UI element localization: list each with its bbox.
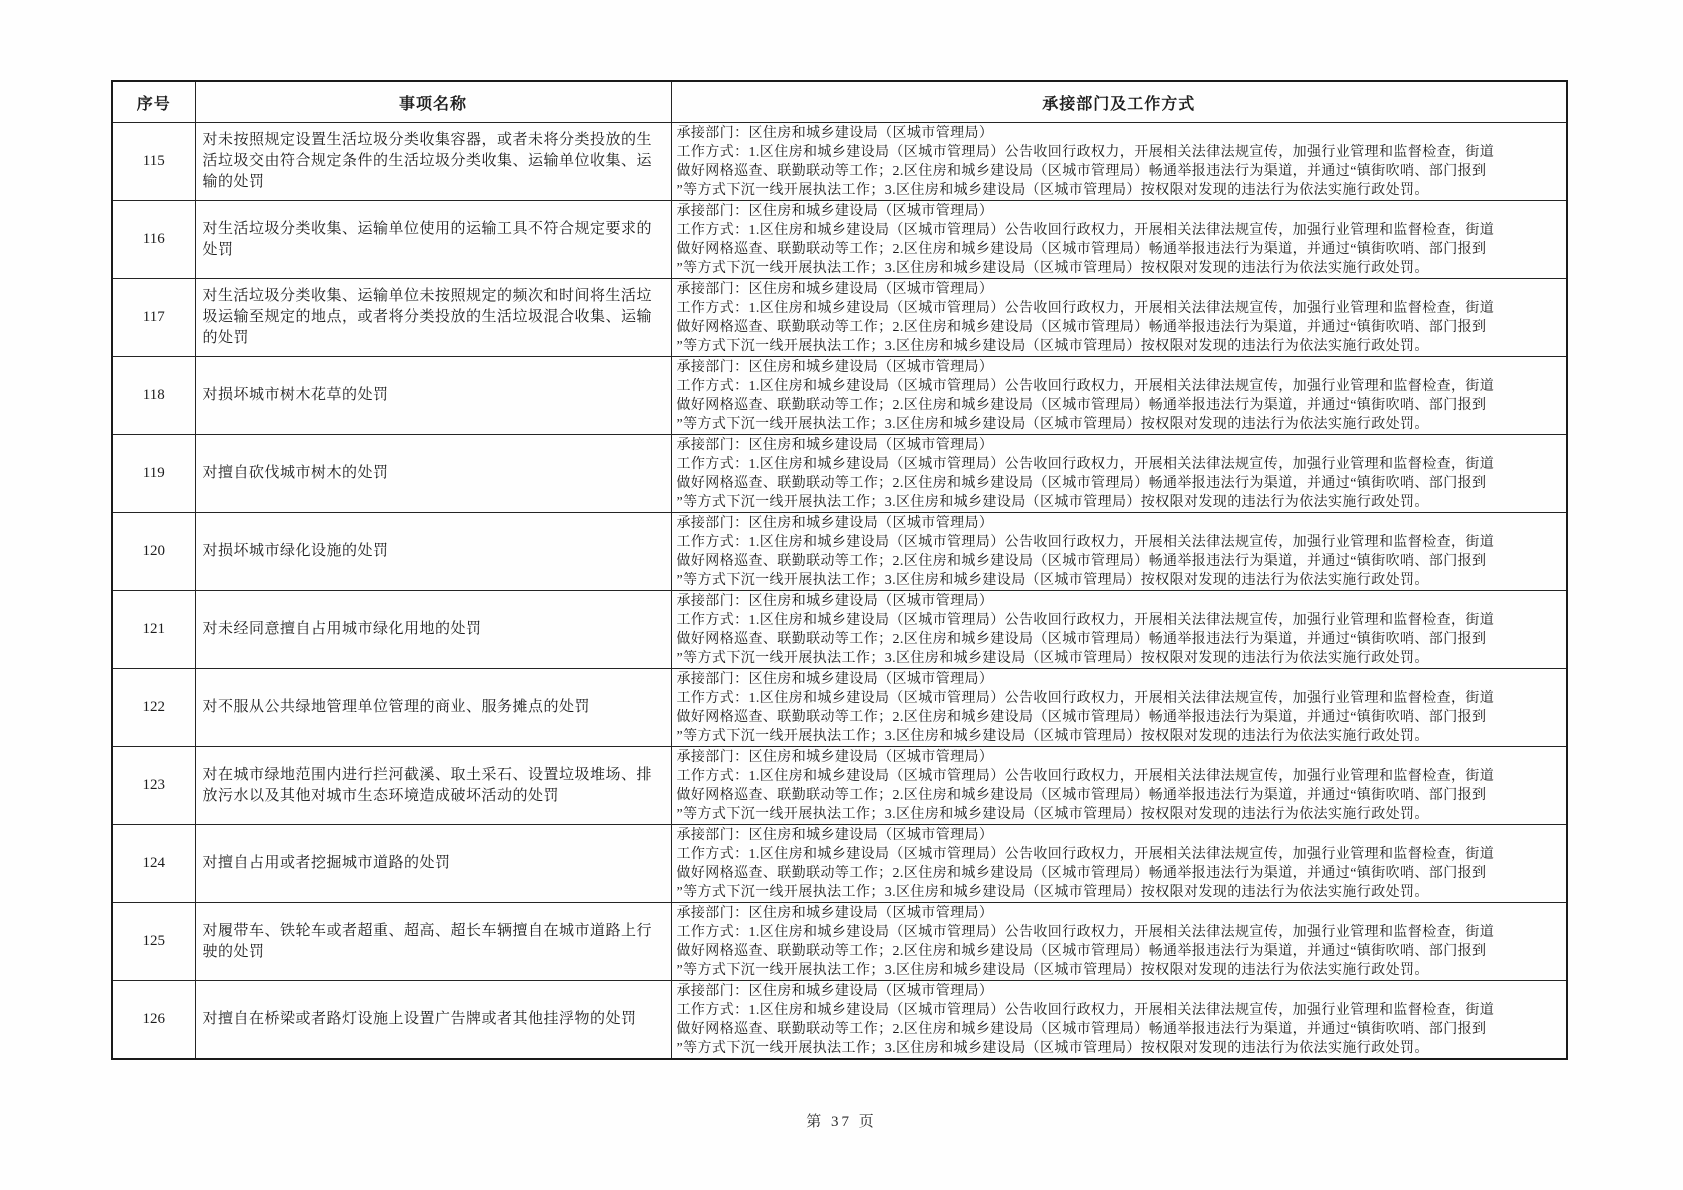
row-number-cell: 124 bbox=[112, 825, 195, 903]
row-item-name-cell: 对损坏城市树木花草的处罚 bbox=[195, 357, 671, 435]
work-method-line: 工作方式：1.区住房和城乡建设局（区城市管理局）公告收回行政权力，开展相关法律法规宣传，加强行业管理和监督检查，街道 bbox=[676, 691, 1495, 706]
work-method-line: 承接部门：区住房和城乡建设局（区城市管理局） bbox=[676, 360, 994, 375]
work-method-line: ”等方式下沉一线开展执法工作；3.区住房和城乡建设局（区城市管理局）按权限对发现的违法行为依法实施行政处罚。 bbox=[676, 495, 1429, 510]
work-method-line: 承接部门：区住房和城乡建设局（区城市管理局） bbox=[676, 672, 994, 687]
row-item-name-cell: 对擅自占用或者挖掘城市道路的处罚 bbox=[195, 825, 671, 903]
work-method-line: ”等方式下沉一线开展执法工作；3.区住房和城乡建设局（区城市管理局）按权限对发现的违法行为依法实施行政处罚。 bbox=[676, 417, 1429, 432]
row-item-name-cell: 对未经同意擅自占用城市绿化用地的处罚 bbox=[195, 591, 671, 669]
work-method-line: 承接部门：区住房和城乡建设局（区城市管理局） bbox=[676, 282, 994, 297]
work-method-line: 做好网格巡查、联勤联动等工作；2.区住房和城乡建设局（区城市管理局）畅通举报违法行为渠道，并通过“镇街吹哨、部门报到 bbox=[676, 1022, 1487, 1037]
row-item-name-cell: 对生活垃圾分类收集、运输单位未按照规定的频次和时间将生活垃圾运输至规定的地点，或者将分类投放的生活垃圾混合收集、运输的处罚 bbox=[195, 279, 671, 357]
table-row bbox=[112, 201, 1567, 279]
table-row bbox=[112, 669, 1567, 747]
work-method-line: 工作方式：1.区住房和城乡建设局（区城市管理局）公告收回行政权力，开展相关法律法规宣传，加强行业管理和监督检查，街道 bbox=[676, 847, 1495, 862]
table-row bbox=[112, 903, 1567, 981]
row-number-cell: 118 bbox=[112, 357, 195, 435]
row-method-cell bbox=[671, 981, 1567, 1060]
row-number-cell: 126 bbox=[112, 981, 195, 1060]
work-method-line: 承接部门：区住房和城乡建设局（区城市管理局） bbox=[676, 516, 994, 531]
row-number-cell: 121 bbox=[112, 591, 195, 669]
work-method-line: 承接部门：区住房和城乡建设局（区城市管理局） bbox=[676, 204, 994, 219]
table-body bbox=[112, 123, 1567, 1060]
work-method-line: 做好网格巡查、联勤联动等工作；2.区住房和城乡建设局（区城市管理局）畅通举报违法行为渠道，并通过“镇街吹哨、部门报到 bbox=[676, 398, 1487, 413]
work-method-line: ”等方式下沉一线开展执法工作；3.区住房和城乡建设局（区城市管理局）按权限对发现的违法行为依法实施行政处罚。 bbox=[676, 729, 1429, 744]
row-item-name-cell: 对擅自砍伐城市树木的处罚 bbox=[195, 435, 671, 513]
work-method-line: 工作方式：1.区住房和城乡建设局（区城市管理局）公告收回行政权力，开展相关法律法规宣传，加强行业管理和监督检查，街道 bbox=[676, 613, 1495, 628]
table-header bbox=[112, 81, 1567, 123]
work-method-line: 做好网格巡查、联勤联动等工作；2.区住房和城乡建设局（区城市管理局）畅通举报违法行为渠道，并通过“镇街吹哨、部门报到 bbox=[676, 164, 1487, 179]
table-row bbox=[112, 825, 1567, 903]
row-number-cell: 117 bbox=[112, 279, 195, 357]
row-item-name-cell: 对在城市绿地范围内进行拦河截溪、取土采石、设置垃圾堆场、排放污水以及其他对城市生态环境造成破坏活动的处罚 bbox=[195, 747, 671, 825]
work-method-line: 工作方式：1.区住房和城乡建设局（区城市管理局）公告收回行政权力，开展相关法律法规宣传，加强行业管理和监督检查，街道 bbox=[676, 1003, 1495, 1018]
work-method-line: ”等方式下沉一线开展执法工作；3.区住房和城乡建设局（区城市管理局）按权限对发现的违法行为依法实施行政处罚。 bbox=[676, 183, 1429, 198]
work-method-line: 做好网格巡查、联勤联动等工作；2.区住房和城乡建设局（区城市管理局）畅通举报违法行为渠道，并通过“镇街吹哨、部门报到 bbox=[676, 944, 1487, 959]
row-number-cell: 115 bbox=[112, 123, 195, 201]
row-number-cell: 116 bbox=[112, 201, 195, 279]
row-method-cell bbox=[671, 279, 1567, 357]
table-row bbox=[112, 747, 1567, 825]
table-row bbox=[112, 279, 1567, 357]
row-item-name-cell: 对损坏城市绿化设施的处罚 bbox=[195, 513, 671, 591]
work-method-line: 做好网格巡查、联勤联动等工作；2.区住房和城乡建设局（区城市管理局）畅通举报违法行为渠道，并通过“镇街吹哨、部门报到 bbox=[676, 476, 1487, 491]
work-method-line: 承接部门：区住房和城乡建设局（区城市管理局） bbox=[676, 750, 994, 765]
work-method-line: 工作方式：1.区住房和城乡建设局（区城市管理局）公告收回行政权力，开展相关法律法规宣传，加强行业管理和监督检查，街道 bbox=[676, 379, 1495, 394]
work-method-line: ”等方式下沉一线开展执法工作；3.区住房和城乡建设局（区城市管理局）按权限对发现的违法行为依法实施行政处罚。 bbox=[676, 1041, 1429, 1056]
work-method-line: 承接部门：区住房和城乡建设局（区城市管理局） bbox=[676, 438, 994, 453]
row-method-cell bbox=[671, 903, 1567, 981]
work-method-line: ”等方式下沉一线开展执法工作；3.区住房和城乡建设局（区城市管理局）按权限对发现的违法行为依法实施行政处罚。 bbox=[676, 339, 1429, 354]
row-method-cell bbox=[671, 669, 1567, 747]
work-method-line: 承接部门：区住房和城乡建设局（区城市管理局） bbox=[676, 906, 994, 921]
row-method-cell bbox=[671, 591, 1567, 669]
work-method-line: 工作方式：1.区住房和城乡建设局（区城市管理局）公告收回行政权力，开展相关法律法规宣传，加强行业管理和监督检查，街道 bbox=[676, 925, 1495, 940]
row-method-cell bbox=[671, 357, 1567, 435]
row-method-cell bbox=[671, 513, 1567, 591]
work-method-line: ”等方式下沉一线开展执法工作；3.区住房和城乡建设局（区城市管理局）按权限对发现的违法行为依法实施行政处罚。 bbox=[676, 885, 1429, 900]
work-method-line: ”等方式下沉一线开展执法工作；3.区住房和城乡建设局（区城市管理局）按权限对发现的违法行为依法实施行政处罚。 bbox=[676, 807, 1429, 822]
work-method-line: 工作方式：1.区住房和城乡建设局（区城市管理局）公告收回行政权力，开展相关法律法规宣传，加强行业管理和监督检查，街道 bbox=[676, 301, 1495, 316]
row-item-name-cell: 对履带车、铁轮车或者超重、超高、超长车辆擅自在城市道路上行驶的处罚 bbox=[195, 903, 671, 981]
table-row bbox=[112, 591, 1567, 669]
header-department-method: 承接部门及工作方式 bbox=[671, 81, 1567, 123]
page-number: 第 37 页 bbox=[806, 1114, 877, 1130]
row-method-cell bbox=[671, 435, 1567, 513]
row-number-cell: 125 bbox=[112, 903, 195, 981]
table-row bbox=[112, 123, 1567, 201]
work-method-line: ”等方式下沉一线开展执法工作；3.区住房和城乡建设局（区城市管理局）按权限对发现的违法行为依法实施行政处罚。 bbox=[676, 651, 1429, 666]
row-method-cell bbox=[671, 123, 1567, 201]
row-item-name-cell: 对擅自在桥梁或者路灯设施上设置广告牌或者其他挂浮物的处罚 bbox=[195, 981, 671, 1060]
row-item-name-cell: 对不服从公共绿地管理单位管理的商业、服务摊点的处罚 bbox=[195, 669, 671, 747]
work-method-line: 工作方式：1.区住房和城乡建设局（区城市管理局）公告收回行政权力，开展相关法律法规宣传，加强行业管理和监督检查，街道 bbox=[676, 457, 1495, 472]
work-method-line: 做好网格巡查、联勤联动等工作；2.区住房和城乡建设局（区城市管理局）畅通举报违法行为渠道，并通过“镇街吹哨、部门报到 bbox=[676, 788, 1487, 803]
row-number-cell: 119 bbox=[112, 435, 195, 513]
items-table bbox=[111, 80, 1568, 1060]
work-method-line: 工作方式：1.区住房和城乡建设局（区城市管理局）公告收回行政权力，开展相关法律法规宣传，加强行业管理和监督检查，街道 bbox=[676, 769, 1495, 784]
work-method-line: 做好网格巡查、联勤联动等工作；2.区住房和城乡建设局（区城市管理局）畅通举报违法行为渠道，并通过“镇街吹哨、部门报到 bbox=[676, 632, 1487, 647]
work-method-line: 工作方式：1.区住房和城乡建设局（区城市管理局）公告收回行政权力，开展相关法律法规宣传，加强行业管理和监督检查，街道 bbox=[676, 223, 1495, 238]
row-method-cell bbox=[671, 825, 1567, 903]
work-method-line: 做好网格巡查、联勤联动等工作；2.区住房和城乡建设局（区城市管理局）畅通举报违法行为渠道，并通过“镇街吹哨、部门报到 bbox=[676, 242, 1487, 257]
header-item-name: 事项名称 bbox=[195, 81, 671, 123]
work-method-line: 做好网格巡查、联勤联动等工作；2.区住房和城乡建设局（区城市管理局）畅通举报违法行为渠道，并通过“镇街吹哨、部门报到 bbox=[676, 866, 1487, 881]
header-number: 序号 bbox=[112, 81, 195, 123]
table-row bbox=[112, 357, 1567, 435]
table-row bbox=[112, 981, 1567, 1060]
work-method-line: 承接部门：区住房和城乡建设局（区城市管理局） bbox=[676, 828, 994, 843]
work-method-line: 承接部门：区住房和城乡建设局（区城市管理局） bbox=[676, 126, 994, 141]
work-method-line: 承接部门：区住房和城乡建设局（区城市管理局） bbox=[676, 984, 994, 999]
work-method-line: 工作方式：1.区住房和城乡建设局（区城市管理局）公告收回行政权力，开展相关法律法规宣传，加强行业管理和监督检查，街道 bbox=[676, 535, 1495, 550]
work-method-line: 工作方式：1.区住房和城乡建设局（区城市管理局）公告收回行政权力，开展相关法律法规宣传，加强行业管理和监督检查，街道 bbox=[676, 145, 1495, 160]
row-item-name-cell: 对生活垃圾分类收集、运输单位使用的运输工具不符合规定要求的处罚 bbox=[195, 201, 671, 279]
work-method-line: 承接部门：区住房和城乡建设局（区城市管理局） bbox=[676, 594, 994, 609]
work-method-line: ”等方式下沉一线开展执法工作；3.区住房和城乡建设局（区城市管理局）按权限对发现的违法行为依法实施行政处罚。 bbox=[676, 261, 1429, 276]
table-row bbox=[112, 435, 1567, 513]
row-number-cell: 122 bbox=[112, 669, 195, 747]
table-row bbox=[112, 513, 1567, 591]
work-method-line: ”等方式下沉一线开展执法工作；3.区住房和城乡建设局（区城市管理局）按权限对发现的违法行为依法实施行政处罚。 bbox=[676, 963, 1429, 978]
work-method-line: 做好网格巡查、联勤联动等工作；2.区住房和城乡建设局（区城市管理局）畅通举报违法行为渠道，并通过“镇街吹哨、部门报到 bbox=[676, 710, 1487, 725]
work-method-line: 做好网格巡查、联勤联动等工作；2.区住房和城乡建设局（区城市管理局）畅通举报违法行为渠道，并通过“镇街吹哨、部门报到 bbox=[676, 554, 1487, 569]
work-method-line: 做好网格巡查、联勤联动等工作；2.区住房和城乡建设局（区城市管理局）畅通举报违法行为渠道，并通过“镇街吹哨、部门报到 bbox=[676, 320, 1487, 335]
row-number-cell: 120 bbox=[112, 513, 195, 591]
work-method-line: ”等方式下沉一线开展执法工作；3.区住房和城乡建设局（区城市管理局）按权限对发现的违法行为依法实施行政处罚。 bbox=[676, 573, 1429, 588]
row-method-cell bbox=[671, 747, 1567, 825]
row-method-cell bbox=[671, 201, 1567, 279]
row-item-name-cell: 对未按照规定设置生活垃圾分类收集容器，或者未将分类投放的生活垃圾交由符合规定条件的生活垃圾分类收集、运输单位收集、运输的处罚 bbox=[195, 123, 671, 201]
row-number-cell: 123 bbox=[112, 747, 195, 825]
table-header-row bbox=[112, 81, 1567, 123]
